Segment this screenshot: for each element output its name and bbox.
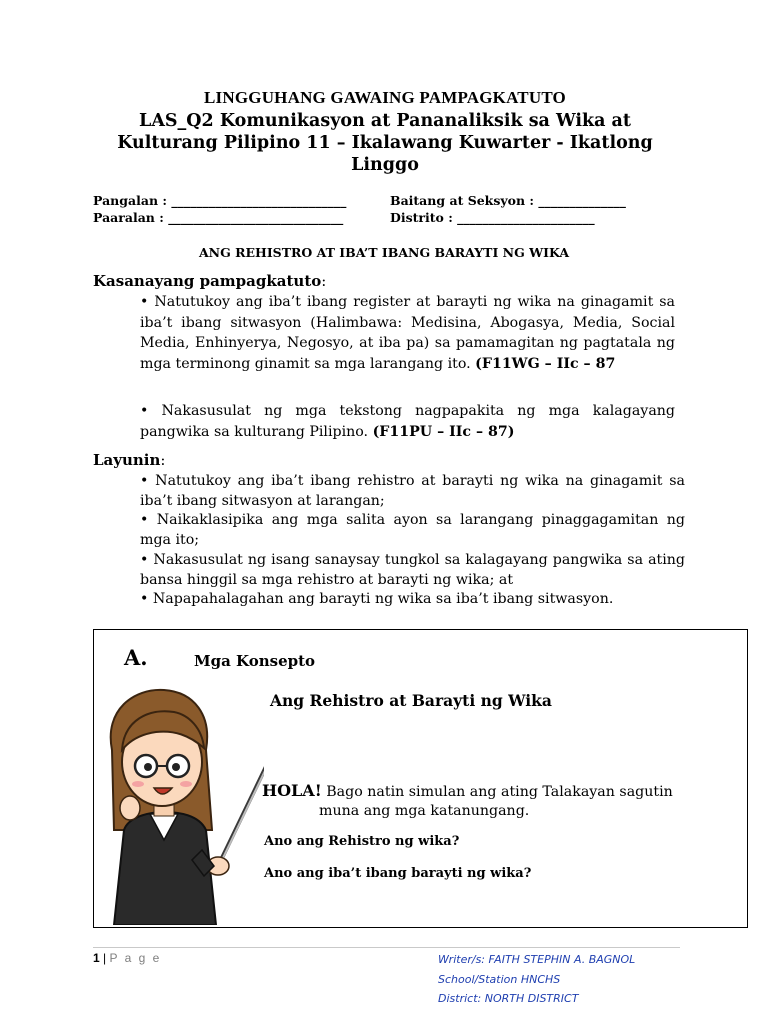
baitang-field: Baitang at Seksyon : ______________ — [390, 193, 626, 208]
distrito-field: Distrito : ______________________ — [390, 210, 595, 225]
page-number — [93, 951, 161, 965]
kasanayan-item-1-text: • Natutukoy ang iba’t ibang register at barayti ng wika na ginagamit sa iba’t ibang sitwasyon (Halimbawa: Medisina, Abogasya, Media, Social Media, Enhinyerya, Negosyo, at iba pa) sa pamamagitan ng pagtatala ng mga terminong ginamit sa mga larangang ito. — [140, 294, 675, 372]
section-title: ANG REHISTRO AT IBA’T IBANG BARAYTI NG WIKA — [198, 245, 570, 260]
kasanayan-colon: : — [321, 272, 327, 290]
kasanayan-item-2-text: • Nakasusulat ng mga tekstong nagpapakita ng mga kalagayang pangwika sa kulturang Pilipino. — [140, 403, 675, 440]
kasanayan-heading-text: Kasanayang pampagkatuto — [93, 272, 322, 290]
teacher-illustration — [94, 680, 264, 925]
footer-school: School/Station HNCHS — [438, 973, 561, 986]
hola-line1: Bago natin simulan ang ating Talakayan sagutin — [321, 784, 673, 800]
doc-title-line2: LAS_Q2 Komunikasyon at Pananaliksik sa Wika at — [139, 111, 631, 131]
hola-text — [262, 781, 732, 821]
kasanayan-item-1 — [140, 292, 675, 374]
layunin-item-1: • Natutukoy ang iba’t ibang rehistro at barayti ng wika na ginagamit sa iba’t ibang sitwasyon at larangan; — [140, 473, 685, 509]
page-number-value: 1 — [93, 951, 100, 965]
doc-title-line4: Linggo — [351, 155, 419, 175]
hola-line2: muna ang mga katanungang. — [319, 803, 530, 819]
footer-writer: Writer/s: FAITH STEPHIN A. BAGNOL — [438, 953, 636, 966]
footer-district: District: NORTH DISTRICT — [438, 992, 579, 1005]
doc-title-line1: LINGGUHANG GAWAING PAMPAGKATUTO — [204, 88, 566, 107]
box-subtitle: Mga Konsepto — [194, 652, 316, 670]
doc-title-line3: Kulturang Pilipino 11 – Ikalawang Kuwarter - Ikatlong — [117, 133, 653, 153]
page-word: P a g e — [109, 951, 162, 965]
pangalan-field: Pangalan : ____________________________ — [93, 193, 347, 208]
layunin-colon: : — [160, 451, 166, 469]
hola-word: HOLA! — [262, 781, 322, 800]
box-title: Ang Rehistro at Barayti ng Wika — [270, 691, 552, 710]
question-1: Ano ang Rehistro ng wika? — [264, 834, 460, 849]
layunin-heading — [93, 451, 165, 469]
doc-title-block — [80, 110, 690, 176]
box-letter: A. — [124, 645, 148, 670]
layunin-heading-text: Layunin — [93, 451, 161, 469]
footer-divider — [93, 947, 680, 948]
kasanayan-heading — [93, 272, 326, 290]
kasanayan-item-2-code: (F11PU – IIc – 87) — [372, 423, 515, 440]
layunin-list — [140, 472, 685, 610]
kasanayan-item-2 — [140, 401, 675, 442]
layunin-item-2: • Naikaklasipika ang mga salita ayon sa larangang pinaggagamitan ng mga ito; — [140, 512, 685, 549]
layunin-item-3: • Nakasusulat ng isang sanaysay tungkol sa kalagayang pangwika sa ating bansa hinggil sa mga rehistro at barayti ng wika; at — [140, 551, 685, 588]
kasanayan-item-1-code: (F11WG – IIc – 87 — [475, 355, 616, 372]
layunin-item-4: • Napapahalagahan ang barayti ng wika sa iba’t ibang sitwasyon. — [140, 591, 614, 608]
paaralan-field: Paaralan : ____________________________ — [93, 210, 344, 225]
question-2: Ano ang iba’t ibang barayti ng wika? — [264, 866, 532, 881]
concept-box — [93, 629, 748, 928]
page-separator: | — [99, 951, 110, 965]
